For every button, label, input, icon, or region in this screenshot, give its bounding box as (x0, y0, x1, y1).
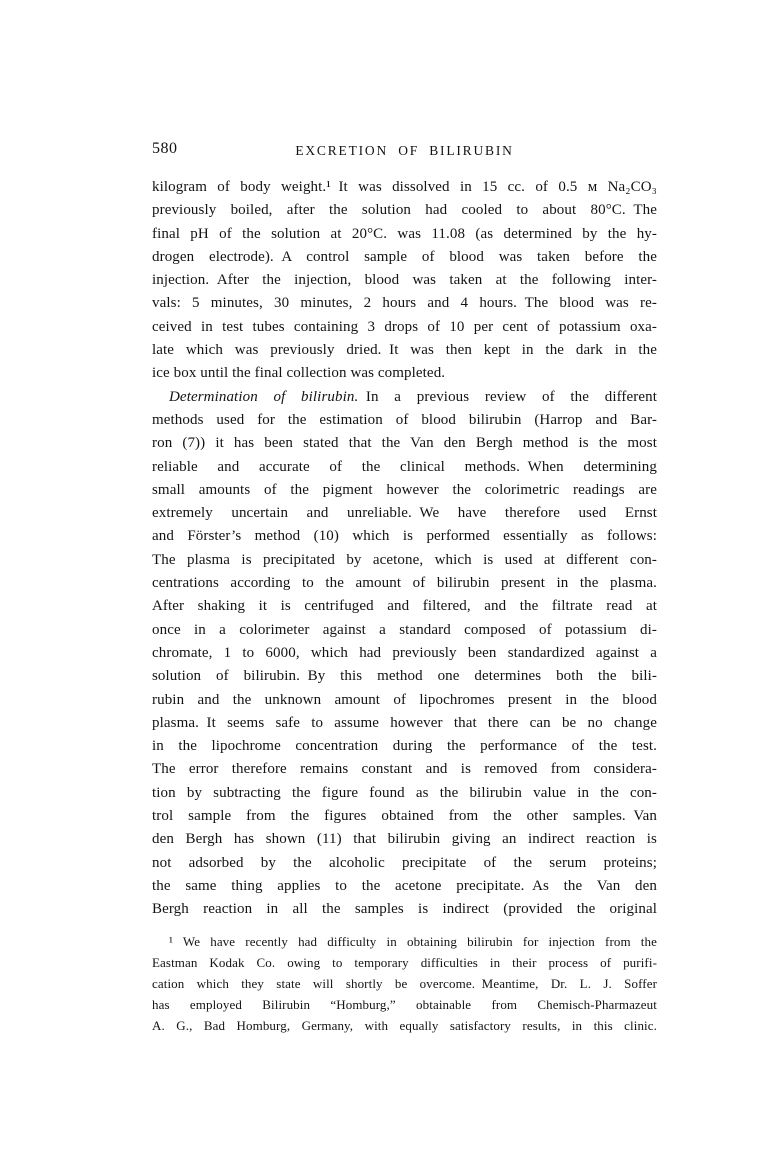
text-line: After shaking it is centrifuged and filtered, and the filtrate read at (152, 598, 657, 615)
text-line: ceived in test tubes containing 3 drops of 10 per cent of potassium oxa- (152, 318, 657, 335)
text-line: solution of bilirubin. By this method one determines both the bili- (152, 668, 657, 685)
text-line: kilogram of body weight.¹ It was dissolved in 15 cc. of 0.5 м Na₂CO₃ (152, 179, 657, 195)
text-line: rubin and the unknown amount of lipochromes present in the blood (152, 691, 657, 708)
body-text (152, 176, 657, 922)
text-line: reliable and accurate of the clinical methods. When determining (152, 458, 657, 475)
text-column (152, 140, 657, 1037)
text-line: chromate, 1 to 6000, which had previously been standardized against a (152, 644, 657, 661)
text-line: trol sample from the figures obtained from the other samples. Van (152, 808, 657, 825)
text-line: once in a colorimeter against a standard composed of potassium di- (152, 621, 657, 638)
footnote (152, 931, 657, 1037)
text-line: previously boiled, after the solution had cooled to about 80°C. The (152, 202, 657, 219)
text-line: The error therefore remains constant and is removed from considera- (152, 761, 657, 778)
text-line: drogen electrode). A control sample of blood was taken before the (152, 248, 657, 265)
text-line: plasma. It seems safe to assume however that there can be no change (152, 714, 657, 731)
text-line (152, 386, 657, 409)
text-line: has employed Bilirubin “Homburg,” obtainable from Chemisch-Pharmazeut (152, 997, 657, 1013)
text-line: and Förster’s method (10) which is performed essentially as follows: (152, 528, 657, 545)
text-line: the same thing applies to the acetone precipitate. As the Van den (152, 877, 657, 894)
text-line: Bergh reaction in all the samples is indirect (provided the original (152, 901, 657, 918)
text-line: extremely uncertain and unreliable. We have therefore used Ernst (152, 505, 657, 522)
paragraph-lead-italic: Determination of bilirubin. (169, 388, 359, 405)
text-line: Eastman Kodak Co. owing to temporary difficulties in their process of purifi- (152, 954, 657, 970)
paragraph-determination (152, 386, 657, 922)
text-line: tion by subtracting the figure found as the bilirubin value in the con- (152, 784, 657, 801)
text-line: vals: 5 minutes, 30 minutes, 2 hours and 4 hours. The blood was re- (152, 295, 657, 312)
text-line: ron (7)) it has been stated that the Van den Bergh method is the most (152, 435, 657, 452)
paragraph-first-line-text: In a previous review of the different (358, 388, 657, 405)
page-header (152, 140, 657, 162)
text-line: The plasma is precipitated by acetone, which is used at different con- (152, 551, 657, 568)
text-line: methods used for the estimation of blood bilirubin (Harrop and Bar- (152, 411, 657, 428)
running-title: EXCRETION OF BILIRUBIN (295, 143, 514, 158)
text-line: den Bergh has shown (11) that bilirubin giving an indirect reaction is (152, 831, 657, 848)
text-line: A. G., Bad Homburg, Germany, with equally satisfactory results, in this clinic. (152, 1018, 657, 1034)
page-number: 580 (152, 140, 178, 157)
text-line: ¹ We have recently had difficulty in obtaining bilirubin for injection from the (169, 933, 657, 949)
text-line: injection. After the injection, blood was taken at the following inter- (152, 272, 657, 289)
text-line: ice box until the final collection was completed. (152, 365, 446, 382)
text-line: final pH of the solution at 20°C. was 11.08 (as determined by the hy- (152, 225, 657, 242)
text-line: small amounts of the pigment however the colorimetric readings are (152, 481, 657, 498)
text-line: centrations according to the amount of bilirubin present in the plasma. (152, 575, 657, 592)
text-line: in the lipochrome concentration during the performance of the test. (152, 738, 657, 755)
text-line: cation which they state will shortly be overcome. Meantime, Dr. L. J. Soffer (152, 975, 657, 991)
text-line: late which was previously dried. It was then kept in the dark in the (152, 342, 657, 359)
paragraph-methods (152, 176, 657, 386)
paragraph-determination-lines (152, 409, 657, 922)
text-line: not adsorbed by the alcoholic precipitate of the serum proteins; (152, 854, 657, 871)
